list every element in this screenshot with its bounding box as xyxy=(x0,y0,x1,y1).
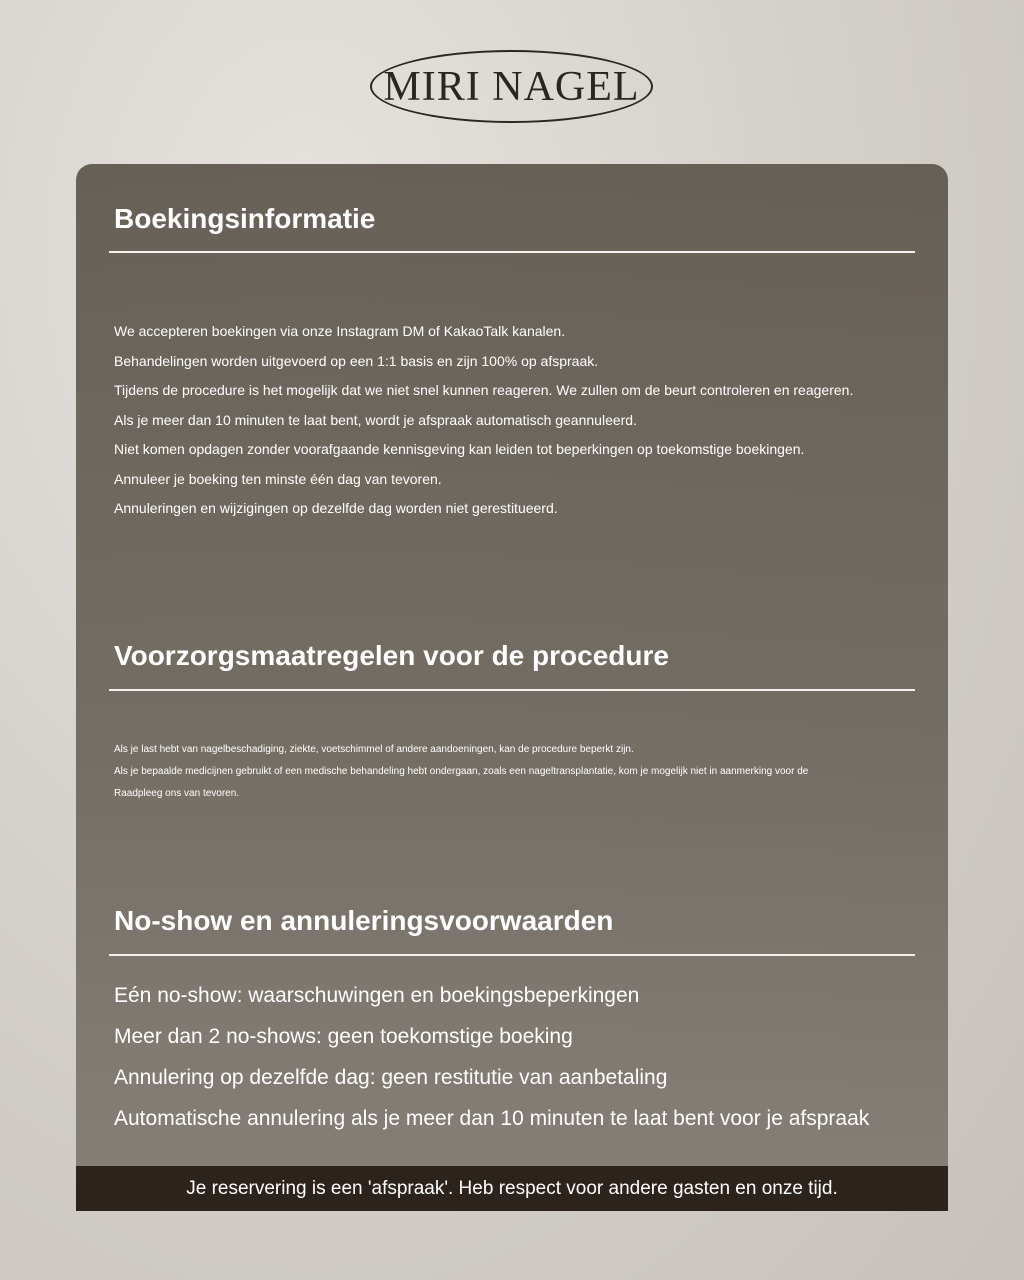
list-item: Als je bepaalde medicijnen gebruikt of een medische behandeling hebt ondergaan, zoals een nageltransplantatie, kom je mogelijk niet in aanmerking voor de xyxy=(114,766,809,777)
section-divider xyxy=(109,689,915,691)
precautions-list xyxy=(114,739,808,805)
list-item: Annuleer je boeking ten minste één dag van tevoren. xyxy=(114,470,442,487)
section-title-no-show: No-show en annuleringsvoorwaarden xyxy=(114,905,614,936)
list-item: Tijdens de procedure is het mogelijk dat we niet snel kunnen reageren. We zullen om de beurt controleren en reageren. xyxy=(114,382,854,398)
section-title-booking-info: Boekingsinformatie xyxy=(114,203,376,234)
footer-banner xyxy=(76,1166,948,1211)
list-item: Als je meer dan 10 minuten te laat bent, wordt je afspraak automatisch geannuleerd. xyxy=(114,411,637,428)
section-divider xyxy=(109,954,915,956)
section-title-precautions: Voorzorgsmaatregelen voor de procedure xyxy=(114,640,669,671)
list-item: Automatische annulering als je meer dan 10 minuten te laat bent voor je afspraak xyxy=(114,1107,870,1130)
no-show-list xyxy=(114,975,869,1139)
list-item: Annuleringen en wijzigingen op dezelfde dag worden niet gerestitueerd. xyxy=(114,500,558,516)
section-divider xyxy=(109,251,915,253)
list-item: Eén no-show: waarschuwingen en boekingsbeperkingen xyxy=(114,984,640,1007)
brand-logo xyxy=(370,50,653,123)
list-item: Raadpleeg ons van tevoren. xyxy=(114,788,240,799)
list-item: We accepteren boekingen via onze Instagram DM of KakaoTalk kanalen. xyxy=(114,323,566,339)
list-item: Annulering op dezelfde dag: geen restitutie van aanbetaling xyxy=(114,1066,668,1089)
list-item: Als je last hebt van nagelbeschadiging, ziekte, voetschimmel of andere aandoeningen, kan de procedure beperkt zijn. xyxy=(114,744,634,755)
list-item: Niet komen opdagen zonder voorafgaande kennisgeving kan leiden tot beperkingen op toekomstige boekingen. xyxy=(114,441,805,457)
list-item: Meer dan 2 no-shows: geen toekomstige boeking xyxy=(114,1025,573,1048)
logo-text: MIRI NAGEL xyxy=(383,63,640,110)
footer-text: Je reservering is een 'afspraak'. Heb respect voor andere gasten en onze tijd. xyxy=(186,1177,838,1199)
list-item: Behandelingen worden uitgevoerd op een 1:1 basis en zijn 100% op afspraak. xyxy=(114,352,599,369)
booking-info-list xyxy=(114,317,853,524)
info-card xyxy=(76,164,948,1211)
